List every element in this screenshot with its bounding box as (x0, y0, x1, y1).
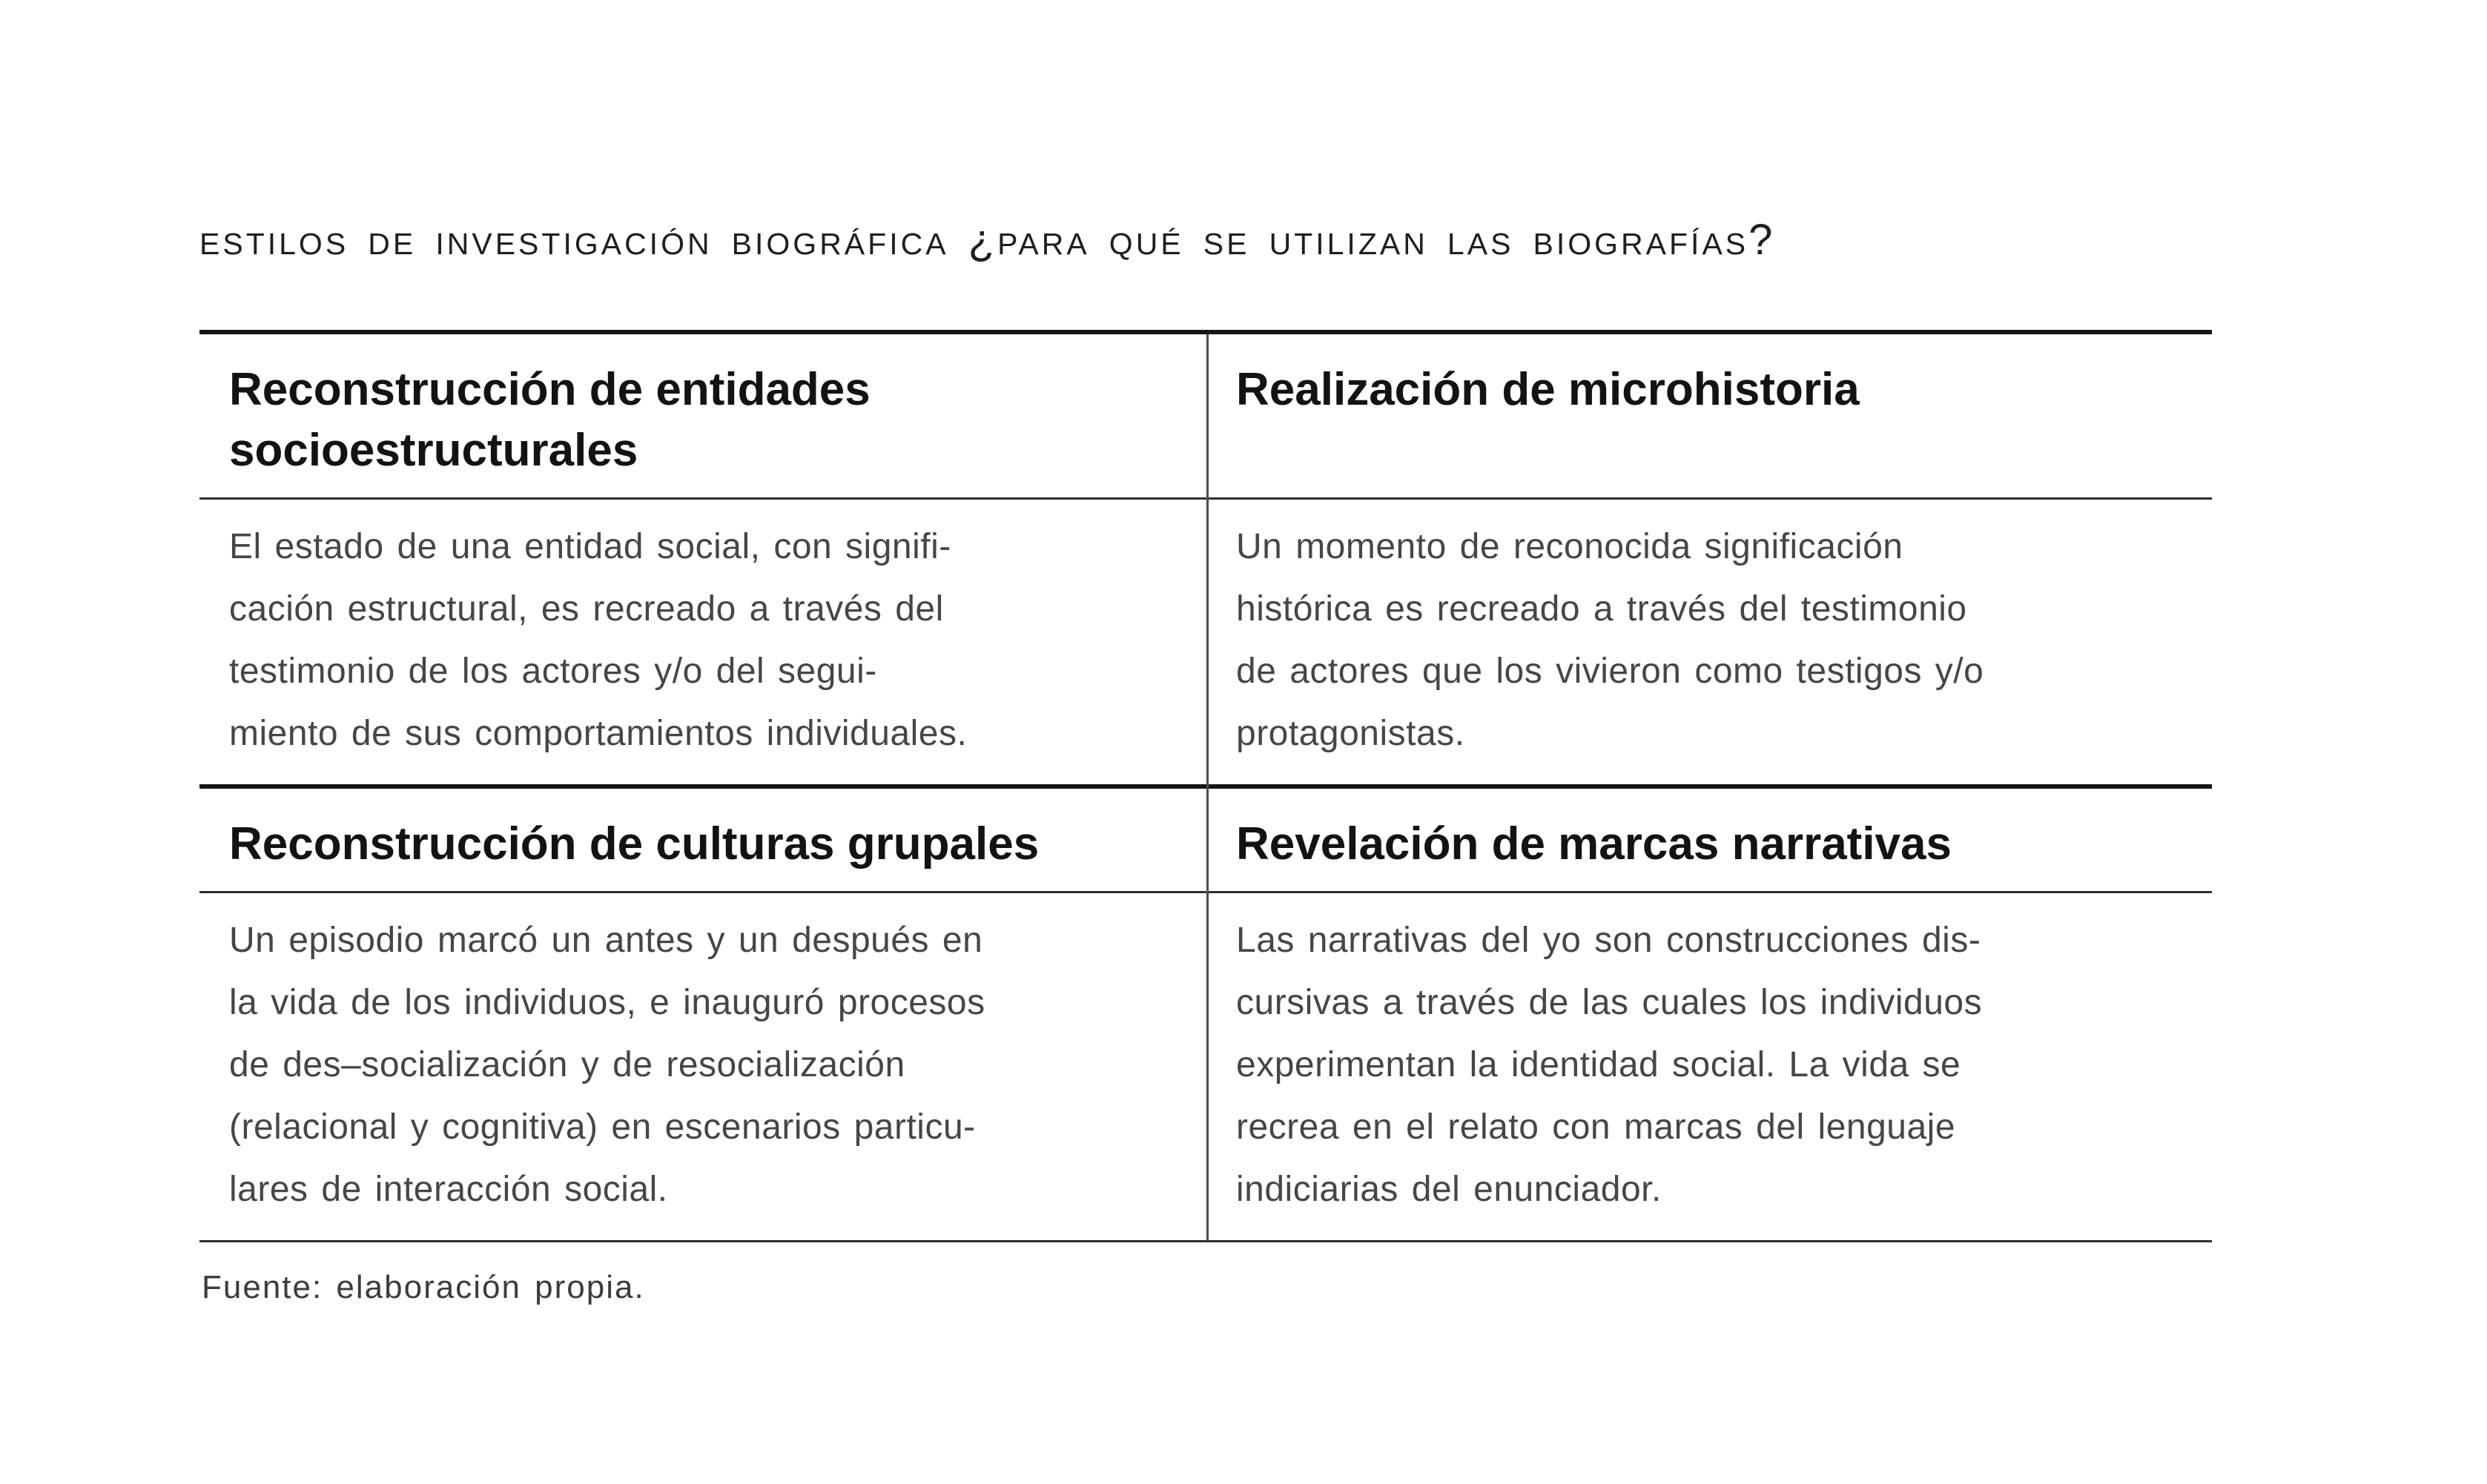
body-line: lares de interacción social. (229, 1170, 668, 1209)
body-line: recrea en el relato con marcas del lenguaje (1236, 1107, 1956, 1147)
source-note: Fuente: elaboración propia. (202, 1269, 645, 1305)
header-cell-revelacion-marcas: Revelación de marcas narrativas (1236, 818, 1952, 869)
column-divider (1206, 334, 1209, 1240)
body-line: cursivas a través de las cuales los individuos (1236, 983, 1983, 1022)
section-1-header-row (199, 334, 2212, 500)
body-cell-right (1206, 500, 2212, 784)
header-cell-reconstruccion-culturas: Reconstrucción de culturas grupales (229, 818, 1040, 869)
body-line: de actores que los vivieron como testigos y/o (1236, 652, 1984, 691)
body-line: cación estructural, es recreado a través del (229, 589, 944, 629)
body-line: miento de sus comportamientos individuales. (229, 714, 968, 753)
body-cell-right (1206, 893, 2212, 1240)
body-line: experimentan la identidad social. La vida se (1236, 1045, 1961, 1084)
body-cell-left (199, 500, 1206, 784)
table-caption: estilos de investigación biográfica ¿para qué se utilizan las biografías? (199, 216, 1776, 264)
body-line: Un momento de reconocida significación (1236, 527, 1903, 566)
body-cell-left (199, 893, 1206, 1240)
body-line: Las narrativas del yo son construcciones dis- (1236, 921, 1981, 960)
biography-styles-table (199, 330, 2212, 1242)
body-line: protagonistas. (1236, 714, 1465, 753)
section-1-body-row (199, 500, 2212, 789)
body-line: indiciarias del enunciador. (1236, 1170, 1662, 1209)
header-cell-reconstruccion-entidades: Reconstrucción de entidades socioestructurales (229, 364, 871, 476)
body-line: El estado de una entidad social, con signifi- (229, 527, 951, 566)
body-line: (relacional y cognitiva) en escenarios particu- (229, 1107, 976, 1147)
body-line: histórica es recreado a través del testimonio (1236, 589, 1967, 629)
body-line: de des–socialización y de resocialización (229, 1045, 905, 1084)
body-line: testimonio de los actores y/o del segui- (229, 652, 877, 691)
body-line: la vida de los individuos, e inauguró procesos (229, 983, 985, 1022)
section-2-header-row (199, 789, 2212, 893)
header-cell-realizacion-microhistoria: Realización de microhistoria (1236, 364, 1860, 415)
section-2-body-row (199, 893, 2212, 1240)
body-line: Un episodio marcó un antes y un después en (229, 921, 983, 960)
